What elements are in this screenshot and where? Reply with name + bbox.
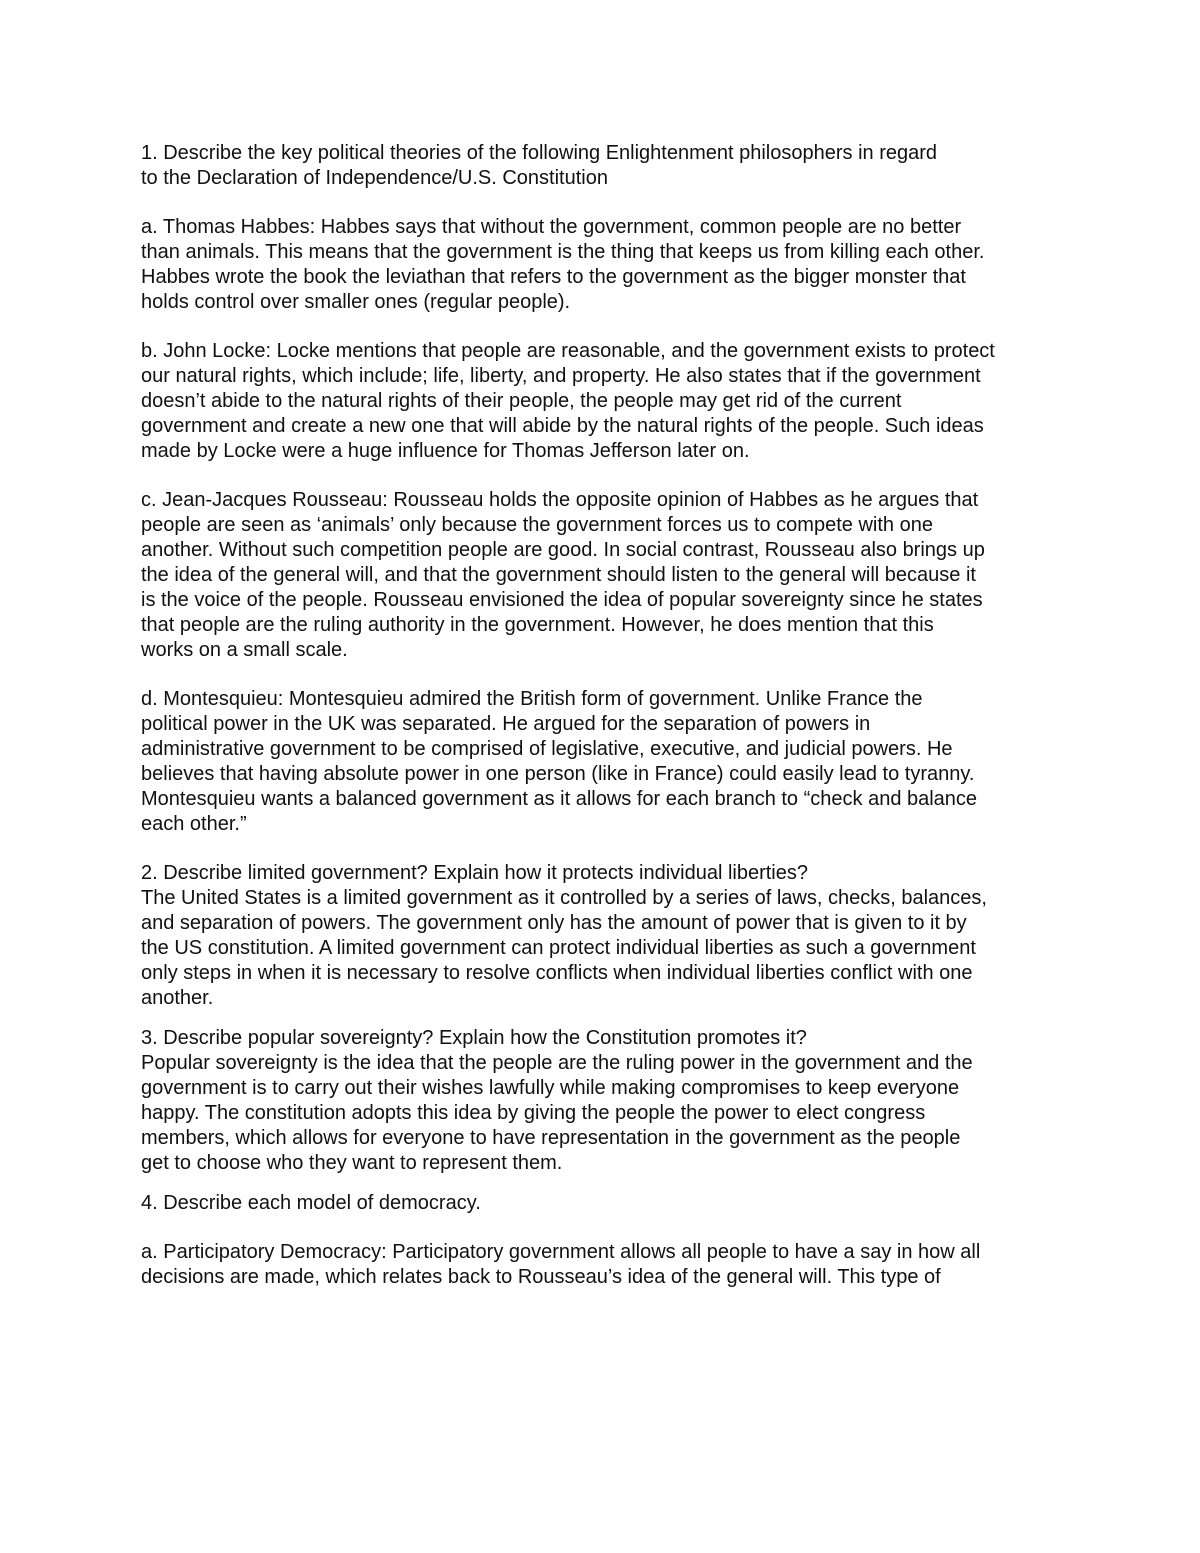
answer-4a-participatory <box>141 1240 1071 1290</box>
question-2-line: 2. Describe limited government? Explain how it protects individual liberties? <box>141 862 808 884</box>
paragraph-gap <box>141 1011 1071 1026</box>
paragraph-gap <box>141 837 1071 861</box>
answer-line: government is to carry out their wishes lawfully while making compromises to keep everyone <box>141 1077 960 1099</box>
answer-line: made by Locke were a huge influence for Thomas Jefferson later on. <box>141 440 750 462</box>
answer-line: the US constitution. A limited government can protect individual liberties as such a government <box>141 937 976 959</box>
answer-line: another. Without such competition people are good. In social contrast, Rousseau also brings up <box>141 539 985 561</box>
paragraph-gap <box>141 1216 1071 1240</box>
question-1-line: to the Declaration of Independence/U.S. Constitution <box>141 167 608 189</box>
answer-line: that people are the ruling authority in the government. However, he does mention that this <box>141 614 934 636</box>
answer-line: Montesquieu wants a balanced government as it allows for each branch to “check and balance <box>141 788 978 810</box>
answer-line: b. John Locke: Locke mentions that people are reasonable, and the government exists to protect <box>141 340 995 362</box>
paragraph-gap <box>141 1176 1071 1191</box>
answer-line: Habbes wrote the book the leviathan that refers to the government as the bigger monster that <box>141 266 966 288</box>
answer-line: get to choose who they want to represent them. <box>141 1152 563 1174</box>
answer-1b-locke <box>141 339 1071 464</box>
answer-line: members, which allows for everyone to have representation in the government as the people <box>141 1127 961 1149</box>
answer-line: administrative government to be comprised of legislative, executive, and judicial powers. He <box>141 738 953 760</box>
answer-line: holds control over smaller ones (regular people). <box>141 291 571 313</box>
paragraph-gap <box>141 464 1071 488</box>
question-4-line: 4. Describe each model of democracy. <box>141 1192 481 1214</box>
answer-line: believes that having absolute power in one person (like in France) could easily lead to tyranny. <box>141 763 975 785</box>
question-4 <box>141 1191 1071 1216</box>
answer-line: the idea of the general will, and that the government should listen to the general will because it <box>141 564 976 586</box>
answer-line: a. Thomas Habbes: Habbes says that without the government, common people are no better <box>141 216 962 238</box>
answer-1d-montesquieu <box>141 687 1071 837</box>
answer-line: c. Jean-Jacques Rousseau: Rousseau holds the opposite opinion of Habbes as he argues that <box>141 489 979 511</box>
answer-line: another. <box>141 987 214 1009</box>
answer-line: doesn’t abide to the natural rights of their people, the people may get rid of the current <box>141 390 902 412</box>
answer-line: people are seen as ‘animals’ only because the government forces us to compete with one <box>141 514 933 536</box>
question-3-line: 3. Describe popular sovereignty? Explain how the Constitution promotes it? <box>141 1027 807 1049</box>
answer-line: Popular sovereignty is the idea that the people are the ruling power in the government and the <box>141 1052 973 1074</box>
answer-line: The United States is a limited government as it controlled by a series of laws, checks, balances, <box>141 887 987 909</box>
answer-line: our natural rights, which include; life, liberty, and property. He also states that if the government <box>141 365 981 387</box>
answer-line: happy. The constitution adopts this idea by giving the people the power to elect congress <box>141 1102 926 1124</box>
paragraph-gap <box>141 663 1071 687</box>
answer-line: and separation of powers. The government only has the amount of power that is given to it by <box>141 912 967 934</box>
paragraph-gap <box>141 191 1071 215</box>
answer-line: government and create a new one that will abide by the natural rights of the people. Such ideas <box>141 415 984 437</box>
answer-line: is the voice of the people. Rousseau envisioned the idea of popular sovereignty since he states <box>141 589 983 611</box>
answer-line: works on a small scale. <box>141 639 348 661</box>
answer-1c-rousseau <box>141 488 1071 663</box>
answer-line: decisions are made, which relates back to Rousseau’s idea of the general will. This type of <box>141 1266 941 1288</box>
answer-1a-hobbes <box>141 215 1071 315</box>
question-1 <box>141 141 1071 191</box>
paragraph-gap <box>141 315 1071 339</box>
question-3 <box>141 1026 1071 1176</box>
document-body <box>141 141 1071 1290</box>
answer-line: only steps in when it is necessary to resolve conflicts when individual liberties conflict with one <box>141 962 973 984</box>
answer-line: a. Participatory Democracy: Participatory government allows all people to have a say in how all <box>141 1241 981 1263</box>
answer-line: d. Montesquieu: Montesquieu admired the British form of government. Unlike France the <box>141 688 923 710</box>
answer-line: each other.” <box>141 813 247 835</box>
answer-line: political power in the UK was separated. He argued for the separation of powers in <box>141 713 871 735</box>
question-2 <box>141 861 1071 1011</box>
answer-line: than animals. This means that the government is the thing that keeps us from killing each other. <box>141 241 985 263</box>
question-1-line: 1. Describe the key political theories of the following Enlightenment philosophers in regard <box>141 142 938 164</box>
